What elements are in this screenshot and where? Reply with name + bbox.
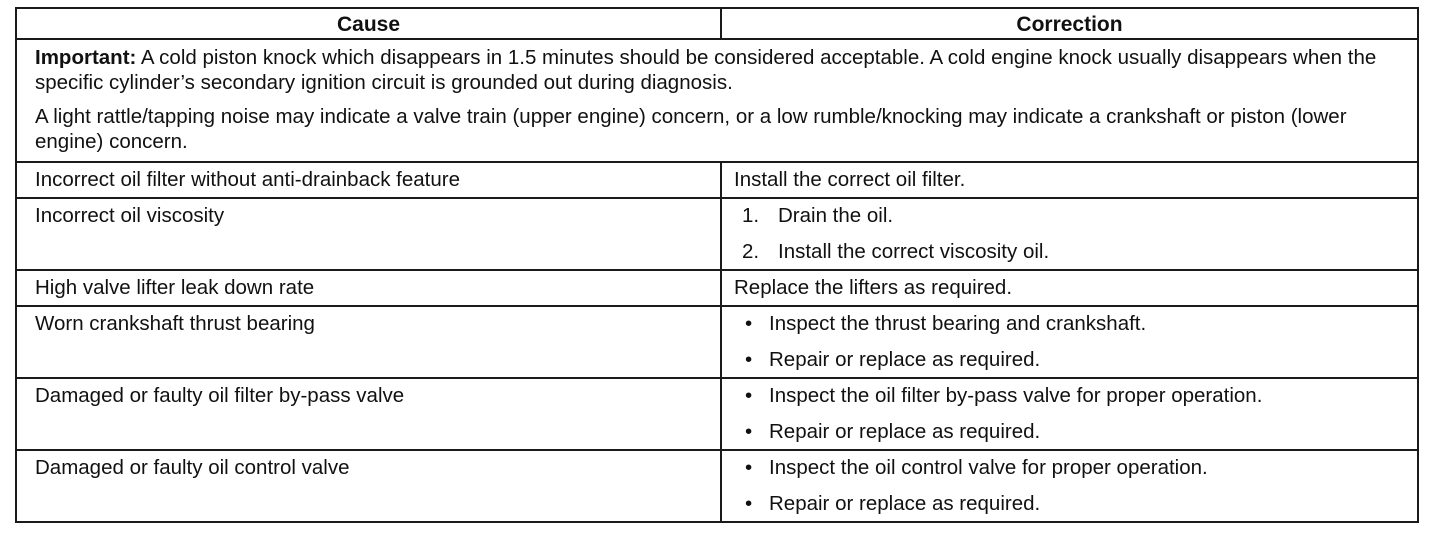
- table-row: [16, 306, 1418, 378]
- table-row: [16, 270, 1418, 306]
- list-item: [734, 383, 1409, 408]
- cause-cell: Incorrect oil filter without anti-drainback feature: [16, 162, 721, 198]
- step-text: Drain the oil.: [778, 204, 894, 227]
- correction-cell: Install the correct oil filter.: [721, 162, 1418, 198]
- important-note: [16, 39, 1418, 162]
- correction-bullets: [734, 311, 1409, 372]
- step-number: 1.: [742, 204, 760, 227]
- bullet-text: Repair or replace as required.: [769, 492, 1041, 515]
- bullet-icon: •: [745, 420, 753, 443]
- correction-cell: Replace the lifters as required.: [721, 270, 1418, 306]
- cause-cell: Incorrect oil viscosity: [16, 198, 721, 270]
- bullet-text: Inspect the oil filter by-pass valve for proper operation.: [769, 384, 1263, 407]
- step-number: 2.: [742, 240, 760, 263]
- table-row: [16, 162, 1418, 198]
- list-item: [734, 347, 1409, 372]
- table-row: [16, 198, 1418, 270]
- list-item: [734, 419, 1409, 444]
- cause-cell: Damaged or faulty oil filter by-pass valve: [16, 378, 721, 450]
- header-row: [16, 8, 1418, 39]
- diagnostic-table-sheet: [15, 7, 1417, 523]
- list-item: [734, 203, 1409, 228]
- note-label: Important:: [35, 46, 137, 69]
- correction-cell: [721, 450, 1418, 522]
- correction-bullets: [734, 383, 1409, 444]
- header-correction: Correction: [721, 8, 1418, 39]
- cause-cell: Damaged or faulty oil control valve: [16, 450, 721, 522]
- correction-cell: [721, 198, 1418, 270]
- bullet-text: Repair or replace as required.: [769, 420, 1041, 443]
- list-item: [734, 491, 1409, 516]
- list-item: [734, 311, 1409, 336]
- bullet-icon: •: [745, 348, 753, 371]
- list-item: [734, 239, 1409, 264]
- cause-cell: Worn crankshaft thrust bearing: [16, 306, 721, 378]
- correction-cell: [721, 378, 1418, 450]
- correction-bullets: [734, 455, 1409, 516]
- header-cause: Cause: [16, 8, 721, 39]
- step-text: Install the correct viscosity oil.: [778, 240, 1050, 263]
- list-item: [734, 455, 1409, 480]
- bullet-text: Repair or replace as required.: [769, 348, 1041, 371]
- note-paragraph-2: A light rattle/tapping noise may indicate a valve train (upper engine) concern, or a low rumble/knocking may indicate a crankshaft or piston (lower engine) concern.: [35, 105, 1347, 153]
- important-note-row: [16, 39, 1418, 162]
- bullet-text: Inspect the thrust bearing and crankshaft.: [769, 312, 1147, 335]
- table-row: [16, 378, 1418, 450]
- bullet-text: Inspect the oil control valve for proper operation.: [769, 456, 1208, 479]
- cause-correction-table: [15, 7, 1419, 523]
- correction-steps: [734, 203, 1409, 264]
- table-row: [16, 450, 1418, 522]
- bullet-icon: •: [745, 384, 753, 407]
- correction-cell: [721, 306, 1418, 378]
- note-paragraph-1: [35, 45, 1405, 95]
- note-text-1: A cold piston knock which disappears in 1.5 minutes should be considered acceptable. A cold engine knock usually disappears when the specific cylinder’s secondary ignition circuit is grounded out during diagnosis.: [35, 46, 1377, 94]
- bullet-icon: •: [745, 456, 753, 479]
- bullet-icon: •: [745, 492, 753, 515]
- cause-cell: High valve lifter leak down rate: [16, 270, 721, 306]
- bullet-icon: •: [745, 312, 753, 335]
